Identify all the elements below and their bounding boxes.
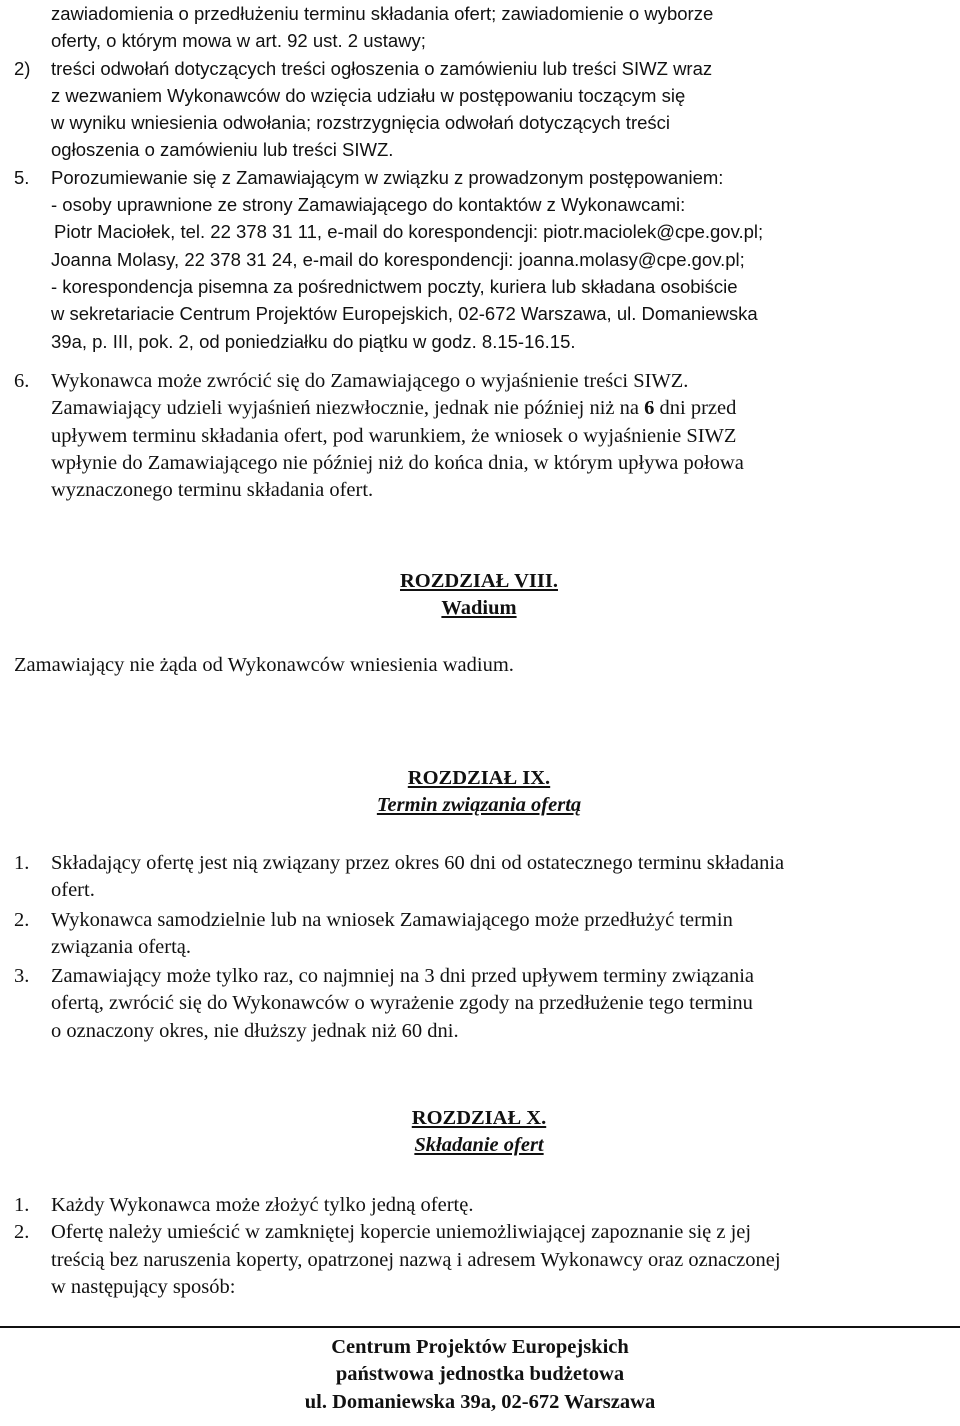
line-text: treścią bez naruszenia koperty, opatrzonej nazwą i adresem Wykonawcy oraz oznaczonej bbox=[51, 1248, 781, 1271]
text-line bbox=[14, 191, 944, 218]
item-number: 2) bbox=[14, 57, 31, 79]
line-text: dni przed bbox=[659, 397, 737, 420]
chapter-title: ROZDZIAŁ VIII. bbox=[400, 570, 558, 592]
text-line bbox=[14, 246, 944, 273]
chapter-9 bbox=[14, 765, 944, 820]
line-text: w wyniku wniesienia odwołania; rozstrzygnięcia odwołań dotyczących treści bbox=[51, 112, 671, 134]
line-text: z wezwaniem Wykonawców do wzięcia udziału w postępowaniu toczącym się bbox=[51, 84, 686, 106]
item-number: 2. bbox=[14, 1221, 30, 1244]
text-line bbox=[14, 477, 944, 504]
line-text: Porozumiewanie się z Zamawiającym w związku z prowadzonym postępowaniem: bbox=[51, 166, 724, 188]
line-text: Składający ofertę jest nią związany przez okres 60 dni od ostatecznego terminu składania bbox=[51, 852, 785, 874]
footer-address: ul. Domaniewska 39a, 02-672 Warszawa bbox=[304, 1390, 656, 1413]
chapter-9-list bbox=[14, 850, 944, 1045]
line-text: treści odwołań dotyczących treści ogłoszenia o zamówieniu lub treści SIWZ wraz bbox=[51, 57, 713, 79]
text-line: Zamawiający nie żąda od Wykonawców wniesienia wadium. bbox=[14, 654, 514, 676]
text-line bbox=[14, 55, 944, 82]
line-text: - osoby uprawnione ze strony Zamawiającego do kontaktów z Wykonawcami: bbox=[51, 194, 686, 216]
line-text: Ofertę należy umieścić w zamkniętej kopercie uniemożliwiającej zapoznanie się z jej bbox=[51, 1221, 752, 1244]
text-line bbox=[14, 368, 944, 395]
item-number: 5. bbox=[14, 166, 30, 188]
notice-block bbox=[14, 0, 944, 55]
text-line bbox=[14, 1018, 944, 1045]
line-text: Wykonawca samodzielnie lub na wniosek Zamawiającego może przedłużyć termin bbox=[51, 908, 733, 931]
line-text: Zamawiający może tylko raz, co najmniej na 3 dni przed upływem terminy związania bbox=[51, 965, 754, 988]
list-item-2 bbox=[14, 55, 944, 164]
text-line bbox=[14, 450, 944, 477]
text-line bbox=[14, 1247, 944, 1274]
days-count: 6 bbox=[644, 397, 655, 420]
text-line bbox=[14, 109, 944, 136]
line-text: wyznaczonego terminu składania ofert. bbox=[51, 479, 374, 502]
chapter-subtitle: Termin związania ofertą bbox=[376, 794, 582, 817]
item-number: 6. bbox=[14, 370, 30, 392]
text-line bbox=[14, 423, 944, 450]
line-text: zawiadomienia o przedłużeniu terminu składania ofert; zawiadomienie o wyborze bbox=[51, 3, 714, 24]
text-line bbox=[14, 1274, 944, 1301]
list-item-5 bbox=[14, 164, 944, 355]
item-number: 1. bbox=[14, 852, 30, 874]
text-line bbox=[14, 164, 944, 191]
text-line bbox=[14, 218, 944, 245]
line-text: Każdy Wykonawca może złożyć tylko jedną ofertę. bbox=[51, 1194, 474, 1216]
line-text: upływem terminu składania ofert, pod warunkiem, że wniosek o wyjaśnienie SIWZ bbox=[51, 424, 737, 447]
line-text: oferty, o którym mowa w art. 92 ust. 2 ustawy; bbox=[51, 30, 426, 52]
line-text: Wykonawca może zwrócić się do Zamawiającego o wyjaśnienie treści SIWZ. bbox=[51, 370, 689, 392]
chapter-title: ROZDZIAŁ X. bbox=[411, 1107, 547, 1129]
text-line bbox=[14, 877, 944, 904]
item-number: 1. bbox=[14, 1194, 30, 1216]
chapter-8 bbox=[14, 568, 944, 623]
text-line bbox=[14, 0, 944, 27]
chapter-8-text bbox=[14, 652, 944, 679]
text-line bbox=[14, 300, 944, 327]
line-text: w następujący sposób: bbox=[51, 1275, 236, 1298]
text-line bbox=[14, 136, 944, 163]
line-text: ofertą, zwrócić się do Wykonawców o wyrażenie zgody na przedłużenie tego terminu bbox=[51, 992, 753, 1015]
text-line bbox=[14, 82, 944, 109]
item-number: 3. bbox=[14, 965, 30, 988]
line-text: o oznaczony okres, nie dłuższy jednak niż 60 dni. bbox=[51, 1019, 459, 1042]
text-line bbox=[14, 273, 944, 300]
text-line bbox=[14, 395, 944, 422]
chapter-subtitle: Składanie ofert bbox=[414, 1134, 544, 1157]
line-text: ofert. bbox=[51, 879, 95, 902]
text-line bbox=[14, 907, 944, 934]
line-text: ogłoszenia o zamówieniu lub treści SIWZ. bbox=[51, 139, 394, 161]
text-line bbox=[14, 1219, 944, 1246]
footer-org-name: Centrum Projektów Europejskich bbox=[331, 1336, 629, 1358]
text-line bbox=[14, 328, 944, 355]
line-text: Zamawiający udzieli wyjaśnień niezwłocznie, jednak nie później niż na bbox=[51, 397, 639, 420]
chapter-10 bbox=[14, 1105, 944, 1160]
text-line bbox=[14, 934, 944, 961]
contact-piotr: Piotr Maciołek, tel. 22 378 31 11, e-mail do korespondencji: piotr.maciolek@cpe.gov.pl; bbox=[54, 221, 764, 243]
line-text: - korespondencja pisemna za pośrednictwem poczty, kuriera lub składana osobiście bbox=[51, 275, 738, 297]
chapter-title: ROZDZIAŁ IX. bbox=[407, 767, 551, 789]
chapter-subtitle: Wadium bbox=[441, 597, 517, 620]
line-text: 39a, p. III, pok. 2, od poniedziałku do piątku w godz. 8.15-16.15. bbox=[51, 330, 576, 352]
text-line bbox=[14, 963, 944, 990]
line-text: wpłynie do Zamawiającego nie później niż do końca dnia, w którym upływa połowa bbox=[51, 451, 744, 474]
footer-org-type: państwowa jednostka budżetowa bbox=[335, 1363, 625, 1386]
item-number: 2. bbox=[14, 908, 30, 931]
text-line bbox=[14, 1192, 944, 1219]
text-line bbox=[14, 990, 944, 1017]
page-footer bbox=[0, 1326, 960, 1426]
text-line bbox=[14, 27, 944, 54]
chapter-10-list bbox=[14, 1192, 944, 1301]
text-line bbox=[14, 850, 944, 877]
line-text: związania ofertą. bbox=[51, 935, 191, 958]
line-text: w sekretariacie Centrum Projektów Europejskich, 02-672 Warszawa, ul. Domaniewska bbox=[51, 303, 758, 325]
list-item-6 bbox=[14, 368, 944, 504]
contact-joanna: Joanna Molasy, 22 378 31 24, e-mail do korespondencji: joanna.molasy@cpe.gov.pl; bbox=[51, 248, 745, 270]
